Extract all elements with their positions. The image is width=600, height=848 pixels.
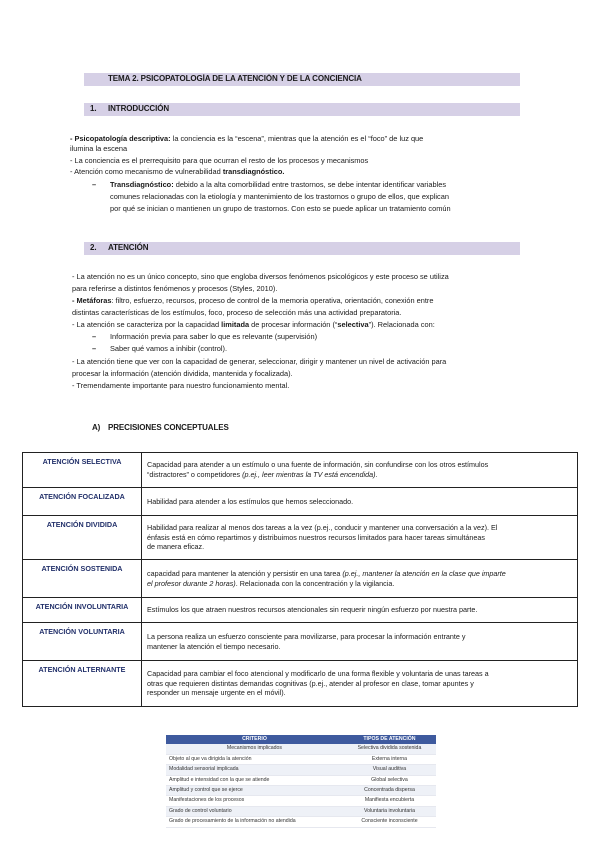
- att-bullet-2: Saber qué vamos a inhibir (control).: [110, 344, 228, 353]
- desc-line: Habilidad para realizar al menos dos tareas a la vez (p.ej., conducir y mantener una conversación a la vez). El: [147, 523, 498, 533]
- att-p1-l1: - La atención no es un único concepto, sino que engloba diversos fenómenos psicológicos y este proceso se utiliza: [72, 272, 449, 281]
- desc-line: “distractores” o competidores: [147, 470, 243, 479]
- att-p2-l2: distintas características de los estímulos, foco, proceso de selección más una actividad preparatoria.: [72, 308, 402, 317]
- concept-name: ATENCIÓN FOCALIZADA: [23, 488, 142, 516]
- summary-table: [166, 735, 436, 828]
- desc-line: Habilidad para atender a los estímulos que hemos seleccionado.: [147, 496, 354, 506]
- intro-line-4: [70, 167, 284, 177]
- att-p4-l1: - La atención tiene que ver con la capacidad de generar, seleccionar, dirigir y mantener un nivel de activación para: [72, 357, 447, 366]
- att-bullet-1: Información previa para saber lo que es relevante (supervisión): [110, 332, 318, 341]
- att-p3-post: ”). Relacionada con:: [368, 320, 435, 329]
- metaphors-term: - Metáforas: [72, 296, 112, 305]
- desc-italic: (p.ej., mantener la atención en la clase que imparte: [342, 568, 506, 578]
- summary-col-types: TIPOS DE ATENCIÓN: [343, 735, 436, 744]
- table-row: [166, 817, 436, 827]
- intro-bold-term: - Psicopatología descriptiva:: [70, 134, 171, 143]
- summary-criterion: Mecanismos implicados: [166, 744, 343, 754]
- summary-criterion: Amplitud y control que se ejerce: [166, 786, 343, 796]
- transdiag-line-3: por qué se inician o mantienen un grupo de trastornos. Con esto se puede aplicar un tratamiento común: [110, 204, 451, 213]
- concept-name: ATENCIÓN ALTERNANTE: [23, 661, 142, 707]
- concepts-table: [22, 452, 578, 707]
- table-row: [166, 796, 436, 806]
- concept-description: [142, 598, 578, 623]
- intro-line-1-text: la conciencia es la “escena”, mientras que la atención es el “foco” de luz que: [170, 134, 424, 143]
- att-p2-l1: [72, 296, 434, 306]
- section2-highlight: [84, 242, 520, 255]
- concept-description: [142, 488, 578, 516]
- summary-header-row: [166, 735, 436, 744]
- subsection-label: A): [92, 423, 101, 432]
- att-p3-bold2: selectiva: [337, 320, 369, 329]
- subsection-title: PRECISIONES CONCEPTUALES: [108, 423, 229, 432]
- concept-name: ATENCIÓN INVOLUNTARIA: [23, 598, 142, 623]
- intro-line-3: - La conciencia es el prerrequisito para que ocurran el resto de los procesos y mecanismos: [70, 156, 369, 165]
- summary-type: Manifiesta encubierta: [343, 796, 436, 806]
- bullet-dash: –: [92, 180, 97, 189]
- section2-title: ATENCIÓN: [108, 243, 149, 252]
- section1-title: INTRODUCCIÓN: [108, 104, 170, 113]
- desc-line: otras que requieren distintas demandas cognitivas (p.ej., atender al profesor en clase, tomar apuntes y: [147, 678, 474, 688]
- concept-name: ATENCIÓN DIVIDIDA: [23, 516, 142, 560]
- desc-line: La persona realiza un esfuerzo consciente para movilizarse, para procesar la información entrante y: [147, 631, 466, 641]
- desc-line: capacidad para mantener la atención y persistir en una tarea: [147, 568, 343, 578]
- table-row: [166, 775, 436, 785]
- desc-line: . Relacionada con la concentración y la vigilancia.: [235, 578, 395, 588]
- att-p3-pre: - La atención se caracteriza por la capacidad: [72, 320, 222, 329]
- desc-line: mantener la atención el tiempo necesario.: [147, 641, 281, 651]
- bullet-dash-b1: –: [92, 332, 97, 341]
- att-p1-l2: para referirse a distintos fenómenos y procesos (Styles, 2010).: [72, 284, 278, 293]
- transdiag-l1-text: debido a la alta comorbilidad entre trastornos, se debe intentar identificar variables: [173, 180, 447, 189]
- table-row: [23, 623, 578, 661]
- summary-type: Consciente inconsciente: [343, 817, 436, 827]
- concept-description: [142, 623, 578, 661]
- desc-line: Estímulos los que atraen nuestros recursos atencionales sin requerir ningún esfuerzo por nuestra parte.: [147, 605, 478, 615]
- concept-description: [142, 453, 578, 488]
- desc-line: Capacidad para cambiar el foco atencional y modificarlo de una forma flexible y voluntaria de unas tareas a: [147, 669, 489, 679]
- table-row: [166, 765, 436, 775]
- table-row: [23, 661, 578, 707]
- desc-line: énfasis está en cómo repartimos y distribuimos nuestros recursos limitados para hacer tareas simultáneas: [147, 532, 485, 542]
- desc-italic: (p.ej., leer mientras la TV está encendida): [242, 470, 376, 479]
- table-row: [23, 560, 578, 598]
- att-p3: [72, 320, 435, 330]
- att-p5: - Tremendamente importante para nuestro funcionamiento mental.: [72, 381, 290, 390]
- desc-line: responder un mensaje urgente en el móvil).: [147, 688, 286, 698]
- intro-line-2: ilumina la escena: [70, 144, 128, 153]
- table-row: [23, 598, 578, 623]
- concept-description: [142, 516, 578, 560]
- section2-number: 2.: [90, 243, 97, 252]
- summary-criterion: Manifestaciones de los procesos: [166, 796, 343, 806]
- summary-criterion: Grado de control voluntario: [166, 806, 343, 816]
- summary-criterion: Grado de procesamiento de la información no atendida: [166, 817, 343, 827]
- summary-criterion: Amplitud e intensidad con la que se atiende: [166, 775, 343, 785]
- concept-name: ATENCIÓN VOLUNTARIA: [23, 623, 142, 661]
- desc-line: de manera eficaz.: [147, 542, 205, 552]
- bullet-dash-b2: –: [92, 344, 97, 353]
- transdiag-line-1: [110, 180, 446, 190]
- concept-name: ATENCIÓN SELECTIVA: [23, 453, 142, 488]
- att-p3-mid: de procesar información (“: [249, 320, 338, 329]
- table-row: [166, 786, 436, 796]
- page-title: TEMA 2. PSICOPATOLOGÍA DE LA ATENCIÓN Y DE LA CONCIENCIA: [108, 74, 362, 83]
- summary-criterion: Objeto al que va dirigida la atención: [166, 754, 343, 764]
- att-p4-l2: procesar la información (atención dividida, mantenida y focalizada).: [72, 369, 293, 378]
- concept-name: ATENCIÓN SOSTENIDA: [23, 560, 142, 598]
- att-p2-l1-text: : filtro, esfuerzo, recursos, proceso de control de la memoria operativa, orientación, conexión entre: [111, 296, 434, 305]
- transdiag-term: Transdiagnóstico:: [110, 180, 174, 189]
- table-row: [23, 453, 578, 488]
- table-row: [166, 754, 436, 764]
- section1-number: 1.: [90, 104, 97, 113]
- desc-line: .: [375, 470, 378, 479]
- summary-type: Voluntaria involuntaria: [343, 806, 436, 816]
- summary-type: Global selectiva: [343, 775, 436, 785]
- table-row: [23, 516, 578, 560]
- intro-line-4-text: - Atención como mecanismo de vulnerabilidad: [70, 167, 223, 176]
- concept-description: [142, 661, 578, 707]
- transdiag-line-2: comunes relacionadas con la etiología y mantenimiento de los trastornos o grupo de ellos, que explican: [110, 192, 449, 201]
- summary-type: Visual auditiva: [343, 765, 436, 775]
- desc-italic: el profesor durante 2 horas): [147, 578, 236, 588]
- att-p3-bold1: limitada: [221, 320, 250, 329]
- table-row: [166, 806, 436, 816]
- intro-line-4-bold: transdiagnóstico.: [222, 167, 285, 176]
- table-row: [23, 488, 578, 516]
- desc-line: Capacidad para atender a un estímulo o una fuente de información, sin confundirse con los otros estímulos: [147, 460, 489, 470]
- summary-type: Concentrada dispersa: [343, 786, 436, 796]
- summary-type: Selectiva dividida sostenida: [343, 744, 436, 754]
- summary-type: Externa interna: [343, 754, 436, 764]
- table-row: [166, 744, 436, 754]
- summary-col-criterion: CRITERIO: [166, 735, 343, 744]
- concept-description: [142, 560, 578, 598]
- intro-line-1: [70, 134, 423, 144]
- summary-criterion: Modalidad sensorial implicada: [166, 765, 343, 775]
